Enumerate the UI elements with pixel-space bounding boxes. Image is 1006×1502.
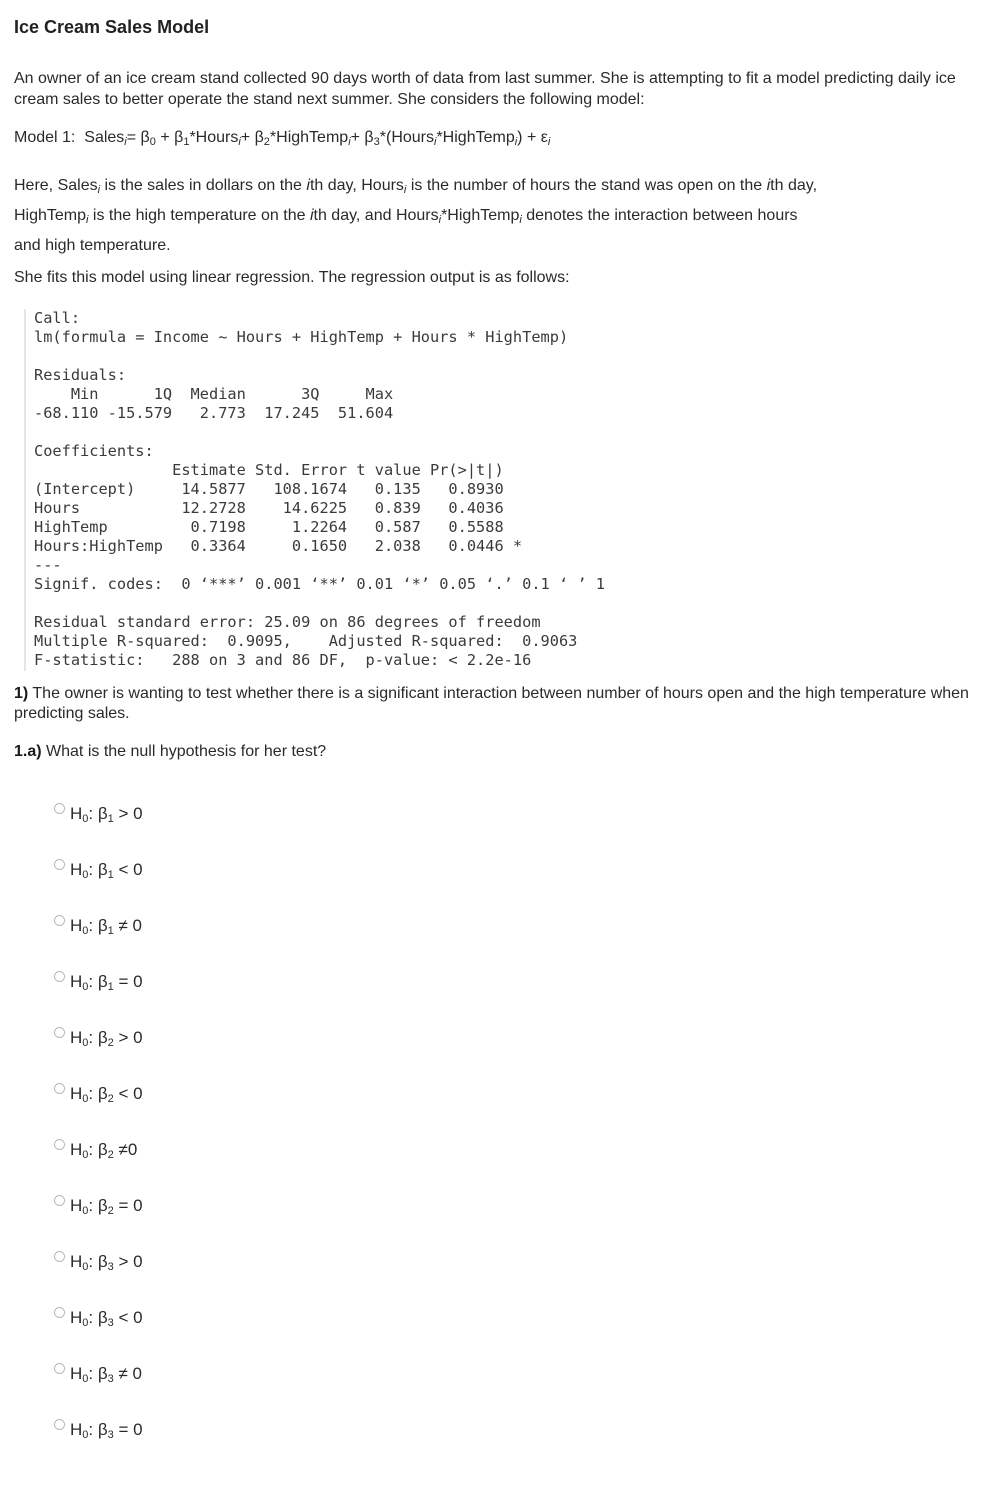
option-h: H xyxy=(70,1251,83,1271)
option-beta-sub: 1 xyxy=(107,924,114,937)
answer-option-label xyxy=(70,1420,143,1441)
option-beta: : β xyxy=(88,1027,108,1047)
answer-option[interactable] xyxy=(54,1136,254,1164)
option-beta: : β xyxy=(88,1307,108,1327)
option-relation: ≠ 0 xyxy=(113,1363,142,1383)
explanation-text: th day, and Hours xyxy=(313,207,439,224)
answer-option[interactable] xyxy=(54,968,254,996)
answer-option-label xyxy=(70,1196,143,1217)
italic-i: i xyxy=(306,177,310,194)
option-beta-sub: 3 xyxy=(107,1428,114,1441)
regression-output-line: Multiple R-squared: 0.9095, Adjusted R-squared: 0.9063 xyxy=(34,632,587,650)
radio-button-icon[interactable] xyxy=(54,915,65,926)
model-sub-i: i xyxy=(514,136,518,148)
model-plus-b2: + β xyxy=(240,129,264,146)
answer-option[interactable] xyxy=(54,912,254,940)
option-beta-sub: 3 xyxy=(107,1372,114,1385)
answer-option-label xyxy=(70,1364,142,1385)
regression-output-line: lm(formula = Income ~ Hours + HighTemp + Hours * HighTemp) xyxy=(34,328,569,346)
option-relation: > 0 xyxy=(113,1251,143,1271)
answer-option[interactable] xyxy=(54,1304,254,1332)
option-relation: < 0 xyxy=(113,1083,143,1103)
answer-option[interactable] xyxy=(54,1248,254,1276)
model-sub-i: i xyxy=(124,136,127,148)
explanation-text: denotes the interaction between hours xyxy=(521,207,798,224)
option-h-sub: 0 xyxy=(82,1204,89,1217)
option-h-sub: 0 xyxy=(82,1148,89,1161)
question-1a xyxy=(14,743,326,761)
regression-output-line: F-statistic: 288 on 3 and 86 DF, p-value: < 2.2e-16 xyxy=(34,651,532,669)
option-beta: : β xyxy=(88,1195,108,1215)
sub-i: i xyxy=(86,214,89,226)
option-beta: : β xyxy=(88,1083,108,1103)
fit-paragraph: She fits this model using linear regression. The regression output is as follows: xyxy=(14,269,570,286)
radio-button-icon[interactable] xyxy=(54,1139,65,1150)
answer-option[interactable] xyxy=(54,1416,254,1444)
explanation-text: and high temperature. xyxy=(14,237,171,254)
explanation-text: HighTemp xyxy=(14,207,87,224)
radio-button-icon[interactable] xyxy=(54,1251,65,1262)
regression-output-line: Call: xyxy=(34,309,81,327)
option-beta-sub: 3 xyxy=(107,1316,114,1329)
regression-output-line: Hours 12.2728 14.6225 0.839 0.4036 xyxy=(34,499,523,517)
option-relation: ≠ 0 xyxy=(113,915,142,935)
option-h-sub: 0 xyxy=(82,980,89,993)
explanation-text: *HighTemp xyxy=(441,207,520,224)
option-beta-sub: 1 xyxy=(107,812,114,825)
sub-i: i xyxy=(403,184,407,196)
answer-option-label xyxy=(70,1028,143,1049)
regression-output-line: Hours:HighTemp 0.3364 0.1650 2.038 0.0446 * xyxy=(34,537,523,555)
answer-option-label xyxy=(70,916,142,937)
option-beta: : β xyxy=(88,1363,108,1383)
question-1-text: The owner is wanting to test whether there is a significant interaction between number of hours open and the high temperature when predicting sales. xyxy=(14,685,969,722)
sub-i: i xyxy=(97,184,101,196)
option-h: H xyxy=(70,971,83,991)
option-h: H xyxy=(70,1195,83,1215)
regression-output-line: Estimate Std. Error t value Pr(>|t|) xyxy=(34,461,523,479)
model-b0-sub: 0 xyxy=(149,136,156,148)
radio-button-icon[interactable] xyxy=(54,971,65,982)
model-hours: *Hours xyxy=(189,129,239,146)
regression-output-line: Residuals: xyxy=(34,366,127,384)
model-plus-b1: + β xyxy=(155,129,184,146)
model-hightemp: *HighTemp xyxy=(269,129,349,146)
option-relation: = 0 xyxy=(113,1419,143,1439)
option-beta-sub: 2 xyxy=(107,1036,114,1049)
question-1 xyxy=(14,684,974,724)
option-h-sub: 0 xyxy=(82,1036,89,1049)
option-h: H xyxy=(70,1363,83,1383)
radio-button-icon[interactable] xyxy=(54,803,65,814)
regression-output xyxy=(24,309,726,671)
regression-output-line: Coefficients: xyxy=(34,442,154,460)
option-h-sub: 0 xyxy=(82,1092,89,1105)
regression-output-line: (Intercept) 14.5877 108.1674 0.135 0.8930 xyxy=(34,480,523,498)
option-h: H xyxy=(70,915,83,935)
question-1a-number: 1.a) xyxy=(14,743,42,760)
option-relation: > 0 xyxy=(113,803,143,823)
option-beta-sub: 1 xyxy=(107,980,114,993)
option-h: H xyxy=(70,1307,83,1327)
sub-i: i xyxy=(438,214,442,226)
model-sub-i: i xyxy=(434,136,437,148)
option-relation: ≠0 xyxy=(113,1139,138,1159)
option-h: H xyxy=(70,1139,83,1159)
option-h-sub: 0 xyxy=(82,1260,89,1273)
option-beta: : β xyxy=(88,1251,108,1271)
option-beta: : β xyxy=(88,1139,108,1159)
explanation-text: th day, xyxy=(770,177,818,194)
option-h-sub: 0 xyxy=(82,812,89,825)
option-h-sub: 0 xyxy=(82,1316,89,1329)
answer-option-label xyxy=(70,1140,137,1161)
explanation-text: is the number of hours the stand was open on the xyxy=(406,177,767,194)
option-beta-sub: 1 xyxy=(107,868,114,881)
option-relation: = 0 xyxy=(113,1195,143,1215)
option-h: H xyxy=(70,1083,83,1103)
radio-button-icon[interactable] xyxy=(54,1027,65,1038)
option-beta-sub: 2 xyxy=(107,1092,114,1105)
radio-button-icon[interactable] xyxy=(54,859,65,870)
option-beta: : β xyxy=(88,915,108,935)
model-sales: Sales xyxy=(84,129,125,146)
explanation-text: is the high temperature on the xyxy=(88,207,310,224)
option-h-sub: 0 xyxy=(82,924,89,937)
sub-i: i xyxy=(519,214,522,226)
explanation-text: is the sales in dollars on the xyxy=(100,177,307,194)
option-h-sub: 0 xyxy=(82,1372,89,1385)
option-beta: : β xyxy=(88,971,108,991)
question-1-number: 1) xyxy=(14,685,29,702)
option-relation: < 0 xyxy=(113,859,143,879)
answer-option-label xyxy=(70,1252,143,1273)
option-beta-sub: 2 xyxy=(107,1204,114,1217)
answer-option[interactable] xyxy=(54,1080,254,1108)
model-equation xyxy=(14,129,550,148)
explanation-text: Here, Sales xyxy=(14,177,98,194)
option-relation: < 0 xyxy=(113,1307,143,1327)
option-h: H xyxy=(70,803,83,823)
regression-output-line: Residual standard error: 25.09 on 86 degrees of freedom xyxy=(34,613,541,631)
answer-option[interactable] xyxy=(54,1024,254,1052)
answer-option[interactable] xyxy=(54,1192,254,1220)
regression-output-line: Signif. codes: 0 ‘***’ 0.001 ‘**’ 0.01 ‘*’ 0.05 ‘.’ 0.1 ‘ ’ 1 xyxy=(34,575,605,593)
option-h: H xyxy=(70,1419,83,1439)
answer-option-label xyxy=(70,860,143,881)
answer-option-label xyxy=(70,972,143,993)
radio-button-icon[interactable] xyxy=(54,1083,65,1094)
answer-option-label xyxy=(70,1084,143,1105)
answer-option[interactable] xyxy=(54,856,254,884)
answer-option[interactable] xyxy=(54,800,254,828)
radio-button-icon[interactable] xyxy=(54,1195,65,1206)
regression-output-line: Min 1Q Median 3Q Max xyxy=(34,385,403,403)
option-h: H xyxy=(70,859,83,879)
model-b1-sub: 1 xyxy=(183,136,190,148)
option-h-sub: 0 xyxy=(82,1428,89,1441)
page-title: Ice Cream Sales Model xyxy=(14,17,210,37)
explanation-paragraph xyxy=(14,173,974,259)
model-sub-i: i xyxy=(547,136,551,148)
regression-output-line: --- xyxy=(34,556,62,574)
italic-i: i xyxy=(309,207,314,224)
option-beta: : β xyxy=(88,1419,108,1439)
answer-option-label xyxy=(70,804,143,825)
regression-output-line: -68.110 -15.579 2.773 17.245 51.604 xyxy=(34,404,403,422)
answer-option-label xyxy=(70,1308,143,1329)
radio-button-icon[interactable] xyxy=(54,1307,65,1318)
model-interaction-close: ) + ε xyxy=(517,129,548,146)
question-1a-text: What is the null hypothesis for her test? xyxy=(41,743,327,760)
answer-option[interactable] xyxy=(54,1360,254,1388)
option-beta: : β xyxy=(88,859,108,879)
explanation-text: th day, Hours xyxy=(309,177,404,194)
option-beta-sub: 2 xyxy=(107,1148,114,1161)
model-b2-sub: 2 xyxy=(263,136,270,148)
option-beta-sub: 3 xyxy=(107,1260,114,1273)
option-h-sub: 0 xyxy=(82,868,89,881)
option-h: H xyxy=(70,1027,83,1047)
model-label: Model 1: xyxy=(14,129,76,146)
option-beta: : β xyxy=(88,803,108,823)
model-sub-i: i xyxy=(348,136,351,148)
option-relation: > 0 xyxy=(113,1027,143,1047)
model-eq: = β xyxy=(126,129,150,146)
regression-output-line: HighTemp 0.7198 1.2264 0.587 0.5588 xyxy=(34,518,523,536)
radio-button-icon[interactable] xyxy=(54,1419,65,1430)
model-b3-sub: 3 xyxy=(373,136,380,148)
italic-i: i xyxy=(766,177,771,194)
model-plus-b3: + β xyxy=(350,129,374,146)
model-interaction-mid: *HighTemp xyxy=(436,129,515,146)
radio-button-icon[interactable] xyxy=(54,1363,65,1374)
intro-paragraph: An owner of an ice cream stand collected 90 days worth of data from last summer. She is attempting to fit a model predicting daily ice cream sales to better operate the stand next summer. She considers the following model: xyxy=(14,70,956,108)
model-interaction-open: *(Hours xyxy=(379,129,434,146)
option-relation: = 0 xyxy=(113,971,143,991)
model-sub-i: i xyxy=(238,136,241,148)
